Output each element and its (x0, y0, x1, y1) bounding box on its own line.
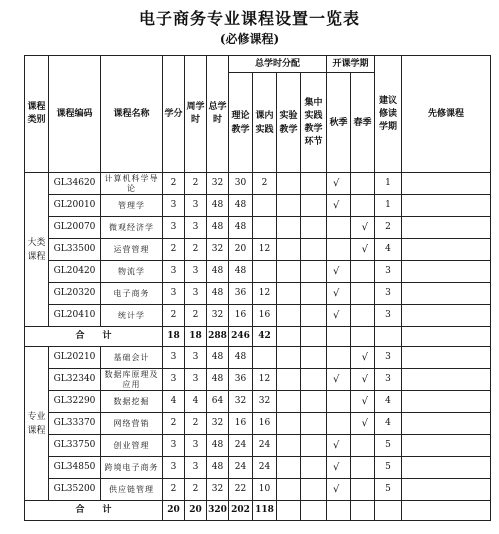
total-hours-cell: 48 (207, 457, 229, 479)
experiment-cell (277, 435, 301, 457)
table-row (25, 369, 491, 391)
experiment-cell (277, 347, 301, 369)
credit-cell: 3 (163, 369, 185, 391)
experiment-cell (277, 369, 301, 391)
code-cell: GL32340 (49, 369, 101, 391)
header-suggested-term: 建议修读学期 (375, 56, 402, 173)
table-row (25, 217, 491, 239)
prereq-cell (402, 239, 491, 261)
spring-check: √ (351, 217, 375, 239)
code-cell: GL20420 (49, 261, 101, 283)
practice-cell: 12 (253, 283, 277, 305)
suggested-term-cell: 5 (375, 457, 402, 479)
suggested-term-cell: 4 (375, 413, 402, 435)
theory-cell: 30 (229, 173, 253, 195)
theory-cell: 16 (229, 413, 253, 435)
spring-check: √ (351, 369, 375, 391)
concentrated-cell (301, 283, 327, 305)
code-cell: GL34620 (49, 173, 101, 195)
prereq-cell (402, 435, 491, 457)
practice-cell: 16 (253, 305, 277, 327)
subtotal-label: 合 计 (25, 327, 163, 347)
autumn-check: √ (327, 173, 351, 195)
week-hours-cell: 3 (185, 347, 207, 369)
experiment-cell (277, 305, 301, 327)
name-cell: 数据挖掘 (101, 391, 163, 413)
concentrated-cell (301, 369, 327, 391)
prereq-cell (402, 217, 491, 239)
week-hours-cell: 3 (185, 457, 207, 479)
subtotal-spring (351, 327, 375, 347)
week-hours-cell: 3 (185, 283, 207, 305)
name-cell: 数据库原理及应用 (101, 369, 163, 391)
subtotal-spring (351, 501, 375, 521)
autumn-check: √ (327, 457, 351, 479)
table-row (25, 305, 491, 327)
document-title: 电子商务专业课程设置一览表 (138, 9, 360, 28)
header-total-hours: 总学时 (207, 56, 229, 173)
code-cell: GL32290 (49, 391, 101, 413)
subtotal-week-hours: 20 (185, 501, 207, 521)
theory-cell: 48 (229, 347, 253, 369)
experiment-cell (277, 217, 301, 239)
credit-cell: 3 (163, 283, 185, 305)
credit-cell: 3 (163, 195, 185, 217)
week-hours-cell: 4 (185, 391, 207, 413)
experiment-cell (277, 479, 301, 501)
spring-check (351, 479, 375, 501)
code-cell: GL33370 (49, 413, 101, 435)
subtotal-week-hours: 18 (185, 327, 207, 347)
week-hours-cell: 3 (185, 195, 207, 217)
autumn-check: √ (327, 369, 351, 391)
credit-cell: 2 (163, 479, 185, 501)
autumn-check: √ (327, 195, 351, 217)
spring-check: √ (351, 239, 375, 261)
prereq-cell (402, 457, 491, 479)
name-cell: 管理学 (101, 195, 163, 217)
name-cell: 计算机科学导论 (101, 173, 163, 195)
autumn-check: √ (327, 261, 351, 283)
practice-cell: 12 (253, 369, 277, 391)
total-hours-cell: 48 (207, 369, 229, 391)
spring-check (351, 173, 375, 195)
experiment-cell (277, 195, 301, 217)
spring-check (351, 457, 375, 479)
subtotal-total-hours: 320 (207, 501, 229, 521)
spring-check: √ (351, 413, 375, 435)
credit-cell: 2 (163, 239, 185, 261)
subtotal-concentrated (301, 327, 327, 347)
table-row (25, 239, 491, 261)
prereq-cell (402, 413, 491, 435)
suggested-term-cell: 3 (375, 283, 402, 305)
credit-cell: 3 (163, 347, 185, 369)
subtotal-term (375, 501, 402, 521)
credit-cell: 2 (163, 173, 185, 195)
prereq-cell (402, 391, 491, 413)
spring-check: √ (351, 391, 375, 413)
name-cell: 电子商务 (101, 283, 163, 305)
theory-cell: 48 (229, 217, 253, 239)
week-hours-cell: 2 (185, 173, 207, 195)
header-spring: 春季 (351, 73, 375, 173)
prereq-cell (402, 283, 491, 305)
subtotal-prereq (402, 501, 491, 521)
name-cell: 供应链管理 (101, 479, 163, 501)
autumn-check: √ (327, 305, 351, 327)
total-hours-cell: 48 (207, 261, 229, 283)
document-subtitle: (必修课程) (219, 32, 280, 46)
credit-cell: 3 (163, 435, 185, 457)
prereq-cell (402, 347, 491, 369)
practice-cell: 24 (253, 435, 277, 457)
spring-check: √ (351, 347, 375, 369)
practice-cell: 12 (253, 239, 277, 261)
subtotal-experiment (277, 327, 301, 347)
code-cell: GL20010 (49, 195, 101, 217)
category-cell: 专业课程 (25, 347, 49, 501)
credit-cell: 4 (163, 391, 185, 413)
subtotal-practice: 118 (253, 501, 277, 521)
table-row (25, 479, 491, 501)
total-hours-cell: 64 (207, 391, 229, 413)
course-table (24, 55, 491, 521)
theory-cell: 22 (229, 479, 253, 501)
theory-cell: 32 (229, 391, 253, 413)
name-cell: 基础会计 (101, 347, 163, 369)
concentrated-cell (301, 413, 327, 435)
subtotal-total-hours: 288 (207, 327, 229, 347)
subtotal-experiment (277, 501, 301, 521)
name-cell: 跨境电子商务 (101, 457, 163, 479)
header-concentrated: 集中实践教学环节 (301, 73, 327, 173)
suggested-term-cell: 2 (375, 217, 402, 239)
table-row (25, 435, 491, 457)
practice-cell (253, 347, 277, 369)
subtotal-concentrated (301, 501, 327, 521)
practice-cell (253, 261, 277, 283)
concentrated-cell (301, 239, 327, 261)
suggested-term-cell: 5 (375, 435, 402, 457)
autumn-check (327, 391, 351, 413)
experiment-cell (277, 261, 301, 283)
total-hours-cell: 32 (207, 305, 229, 327)
week-hours-cell: 2 (185, 239, 207, 261)
week-hours-cell: 2 (185, 305, 207, 327)
concentrated-cell (301, 479, 327, 501)
prereq-cell (402, 173, 491, 195)
subtotal-credit: 18 (163, 327, 185, 347)
suggested-term-cell: 4 (375, 239, 402, 261)
suggested-term-cell: 3 (375, 347, 402, 369)
autumn-check (327, 217, 351, 239)
autumn-check (327, 239, 351, 261)
autumn-check: √ (327, 435, 351, 457)
name-cell: 网络营销 (101, 413, 163, 435)
practice-cell: 2 (253, 173, 277, 195)
concentrated-cell (301, 347, 327, 369)
week-hours-cell: 3 (185, 435, 207, 457)
total-hours-cell: 48 (207, 435, 229, 457)
concentrated-cell (301, 391, 327, 413)
practice-cell (253, 195, 277, 217)
name-cell: 运营管理 (101, 239, 163, 261)
code-cell: GL20410 (49, 305, 101, 327)
total-hours-cell: 32 (207, 479, 229, 501)
subtotal-row (25, 327, 491, 347)
concentrated-cell (301, 195, 327, 217)
category-cell: 大类课程 (25, 173, 49, 327)
week-hours-cell: 3 (185, 261, 207, 283)
code-cell: GL20320 (49, 283, 101, 305)
total-hours-cell: 32 (207, 239, 229, 261)
total-hours-cell: 48 (207, 283, 229, 305)
header-lab-practice: 课内实践 (253, 73, 277, 173)
theory-cell: 36 (229, 369, 253, 391)
autumn-check: √ (327, 283, 351, 305)
theory-cell: 48 (229, 195, 253, 217)
total-hours-cell: 32 (207, 413, 229, 435)
practice-cell: 32 (253, 391, 277, 413)
theory-cell: 36 (229, 283, 253, 305)
week-hours-cell: 3 (185, 217, 207, 239)
spring-check (351, 283, 375, 305)
header-code: 课程编码 (49, 56, 101, 173)
prereq-cell (402, 305, 491, 327)
subtotal-theory: 202 (229, 501, 253, 521)
header-credit: 学分 (163, 56, 185, 173)
header-autumn: 秋季 (327, 73, 351, 173)
theory-cell: 16 (229, 305, 253, 327)
autumn-check (327, 347, 351, 369)
header-theory: 理论教学 (229, 73, 253, 173)
suggested-term-cell: 3 (375, 369, 402, 391)
experiment-cell (277, 173, 301, 195)
table-row (25, 413, 491, 435)
experiment-cell (277, 391, 301, 413)
credit-cell: 2 (163, 305, 185, 327)
experiment-cell (277, 283, 301, 305)
subtotal-theory: 246 (229, 327, 253, 347)
subtotal-credit: 20 (163, 501, 185, 521)
header-week-hours: 周学时 (185, 56, 207, 173)
spring-check (351, 195, 375, 217)
theory-cell: 24 (229, 435, 253, 457)
prereq-cell (402, 479, 491, 501)
concentrated-cell (301, 435, 327, 457)
table-row (25, 457, 491, 479)
spring-check (351, 261, 375, 283)
practice-cell: 24 (253, 457, 277, 479)
concentrated-cell (301, 261, 327, 283)
concentrated-cell (301, 457, 327, 479)
subtotal-label: 合 计 (25, 501, 163, 521)
suggested-term-cell: 5 (375, 479, 402, 501)
subtotal-prereq (402, 327, 491, 347)
suggested-term-cell: 3 (375, 305, 402, 327)
table-row (25, 261, 491, 283)
total-hours-cell: 48 (207, 347, 229, 369)
code-cell: GL20070 (49, 217, 101, 239)
subtotal-row (25, 501, 491, 521)
credit-cell: 3 (163, 457, 185, 479)
table-row (25, 347, 491, 369)
theory-cell: 20 (229, 239, 253, 261)
concentrated-cell (301, 305, 327, 327)
suggested-term-cell: 4 (375, 391, 402, 413)
concentrated-cell (301, 173, 327, 195)
name-cell: 创业管理 (101, 435, 163, 457)
subtotal-term (375, 327, 402, 347)
theory-cell: 24 (229, 457, 253, 479)
table-row (25, 391, 491, 413)
subtotal-practice: 42 (253, 327, 277, 347)
total-hours-cell: 48 (207, 195, 229, 217)
header-prereq: 先修课程 (402, 56, 491, 173)
table-row (25, 195, 491, 217)
header-row-1 (25, 56, 491, 73)
total-hours-cell: 32 (207, 173, 229, 195)
prereq-cell (402, 195, 491, 217)
header-distribution: 总学时分配 (229, 56, 327, 73)
experiment-cell (277, 413, 301, 435)
week-hours-cell: 3 (185, 369, 207, 391)
spring-check (351, 305, 375, 327)
prereq-cell (402, 261, 491, 283)
credit-cell: 3 (163, 261, 185, 283)
subtotal-autumn (327, 327, 351, 347)
practice-cell (253, 217, 277, 239)
code-cell: GL34850 (49, 457, 101, 479)
theory-cell: 48 (229, 261, 253, 283)
code-cell: GL33500 (49, 239, 101, 261)
autumn-check (327, 413, 351, 435)
week-hours-cell: 2 (185, 479, 207, 501)
suggested-term-cell: 1 (375, 195, 402, 217)
header-name: 课程名称 (101, 56, 163, 173)
name-cell: 物流学 (101, 261, 163, 283)
credit-cell: 3 (163, 217, 185, 239)
total-hours-cell: 48 (207, 217, 229, 239)
table-row (25, 283, 491, 305)
experiment-cell (277, 239, 301, 261)
header-category: 课程类别 (25, 56, 49, 173)
suggested-term-cell: 3 (375, 261, 402, 283)
spring-check (351, 435, 375, 457)
code-cell: GL35200 (49, 479, 101, 501)
credit-cell: 2 (163, 413, 185, 435)
header-experiment: 实验教学 (277, 73, 301, 173)
subtotal-autumn (327, 501, 351, 521)
autumn-check: √ (327, 479, 351, 501)
practice-cell: 16 (253, 413, 277, 435)
header-semester: 开课学期 (327, 56, 375, 73)
code-cell: GL33750 (49, 435, 101, 457)
practice-cell: 10 (253, 479, 277, 501)
name-cell: 微观经济学 (101, 217, 163, 239)
experiment-cell (277, 457, 301, 479)
table-row (25, 173, 491, 195)
prereq-cell (402, 369, 491, 391)
code-cell: GL20210 (49, 347, 101, 369)
week-hours-cell: 2 (185, 413, 207, 435)
name-cell: 统计学 (101, 305, 163, 327)
concentrated-cell (301, 217, 327, 239)
suggested-term-cell: 1 (375, 173, 402, 195)
